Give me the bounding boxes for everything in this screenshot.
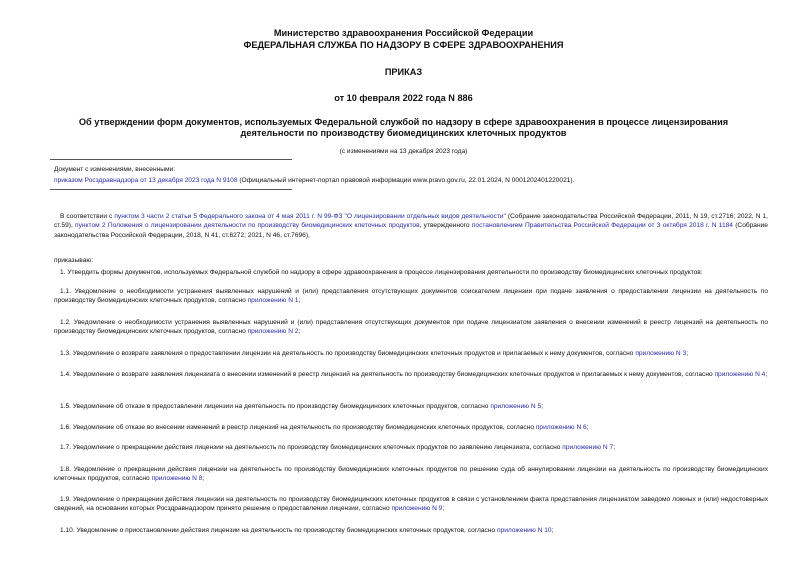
edition-note: (с изменениями на 13 декабря 2023 года) [339,148,468,155]
document-title: Об утверждении форм документов, используемых Федеральной службой по надзору в сфере здравоохранения в процессе лицензирования деятельности по производству биомедицинских клеточных продуктов [78,117,729,138]
service-name: ФЕДЕРАЛЬНАЯ СЛУЖБА ПО НАДЗОРУ В СФЕРЕ ЗДРАВООХРАНЕНИЯ [243,40,564,50]
amendments-divider-top [50,159,292,160]
federal-law-link[interactable]: пунктом 3 части 2 статьи 5 Федерального закона от 4 мая 2011 г. N 99-ФЗ "О лицензировании отдельных видов деятельности" [114,213,506,220]
amendments-line [54,176,574,185]
appendix-link[interactable]: приложению N 4 [714,371,766,378]
order-word: приказываю: [54,257,94,264]
ministry-name: Министерство здравоохранения Российской Федерации [273,28,534,38]
appendix-link[interactable]: приложению N 3 [635,350,687,357]
appendix-link[interactable]: приложению N 8 [151,475,203,483]
list-item: 1.1. Уведомление о необходимости устранения выявленных нарушений и (или) представления отсутствующих документов соискателем лицензии при подаче заявления о предоставлении лицензии на деятельность по производству биомедицинских клеточных продуктов, согласно приложению N 1; [54,288,768,305]
list-item: 1.2. Уведомление о необходимости устранения выявленных нарушений и (или) представления отсутствующих документов при подаче лицензиатом заявления о внесении изменений в реестр лицензий на деятельность по производству биомедицинских клеточных продуктов, согласно приложению N 2; [54,319,768,336]
document-date-number: от 10 февраля 2022 года N 886 [334,93,473,103]
amendments-intro: Документ с изменениями, внесенными: [54,166,176,173]
item-1: 1. Утвердить формы документов, используемых Федеральной службой по надзору в сфере здравоохранения в процессе лицензирования деятельности по производству биомедицинских клеточных продуктов: [60,269,703,276]
list-item: 1.7. Уведомление о прекращении действия лицензии на деятельность по производству биомедицинских клеточных продуктов по заявлению лицензиата, согласно приложению N 7; [60,444,616,451]
appendix-link[interactable]: приложению N 7 [562,444,614,451]
appendix-link[interactable]: приложению N 9 [391,505,443,513]
government-decree-link[interactable]: постановлением Правительства Российской Федерации от 3 октября 2018 г. N 1184 [471,222,733,230]
list-item: 1.3. Уведомление о возврате заявления о предоставлении лицензии на деятельность по производству биомедицинских клеточных продуктов и прилагаемых к нему документов, согласно приложению N 3; [60,350,689,357]
preamble-paragraph: В соответствии с пунктом 3 части 2 статьи 5 Федерального закона от 4 мая 2011 г. N 99-ФЗ "О лицензировании отдельных видов деятельности" (Собрание законодательства Российской Федерации, 2011, N 19, ст.2716; 2022, N 1, ст.59), пунктом 2 Положения о лицензировании деятельности по производству биомедицинских клеточных продуктов, утвержденного постановлением Правительства Российской Федерации от 3 октября 2018 г. N 1184 (Собрание законодательства Российской Федерации, 2018, N 41, ст.6272; 2021, N 46, ст.7696), [54,213,769,239]
document-type: ПРИКАЗ [384,67,423,77]
list-item: 1.4. Уведомление о возврате заявления лицензиата о внесении изменений в реестр лицензий на деятельность по производству биомедицинских клеточных продуктов и прилагаемых к нему документов, согласно приложению N 4; [60,371,768,378]
regulation-link[interactable]: пунктом 2 Положения о лицензировании деятельности по производству биомедицинских клеточных продуктов [75,222,420,230]
list-item: 1.10. Уведомление о приостановлении действия лицензии на деятельность по производству биомедицинских клеточных продуктов, согласно приложению N 10; [60,527,554,534]
list-item: 1.6. Уведомление об отказе во внесении изменений в реестр лицензий на деятельность по производству биомедицинских клеточных продуктов, согласно приложению N 6; [60,424,589,431]
list-item: 1.5. Уведомление об отказе в предоставлении лицензии на деятельность по производству биомедицинских клеточных продуктов, согласно приложению N 5; [60,403,544,410]
amendment-tail: (Официальный интернет-портал правовой информации www.pravo.gov.ru, 22.01.2024, N 0001202401220021). [237,177,575,184]
appendix-link[interactable]: приложению N 1 [247,297,299,305]
list-item: 1.9. Уведомление о прекращении действия лицензии на деятельность по производству биомедицинских клеточных продуктов в связи с установлением факта представления лицензиатом заведомо ложных и (или) недостоверных сведений, на основании которых Росздравнадзором принято решение о предоставлении лицензии, согласно приложению N 9; [54,496,768,513]
list-item: 1.8. Уведомление о прекращении действия лицензии на деятельность по производству биомедицинских клеточных продуктов по решению суда об аннулировании лицензии на деятельность по производству биомедицинских клеточных продуктов, согласно приложению N 8; [54,466,768,483]
amendment-link[interactable]: приказом Росздравнадзора от 13 декабря 2023 года N 9108 [54,177,238,184]
amendments-divider-bottom [50,189,292,190]
appendix-link[interactable]: приложению N 2 [247,328,299,336]
appendix-link[interactable]: приложению N 10 [496,527,552,534]
appendix-link[interactable]: приложению N 6 [535,424,587,431]
appendix-link[interactable]: приложению N 5 [490,403,542,410]
